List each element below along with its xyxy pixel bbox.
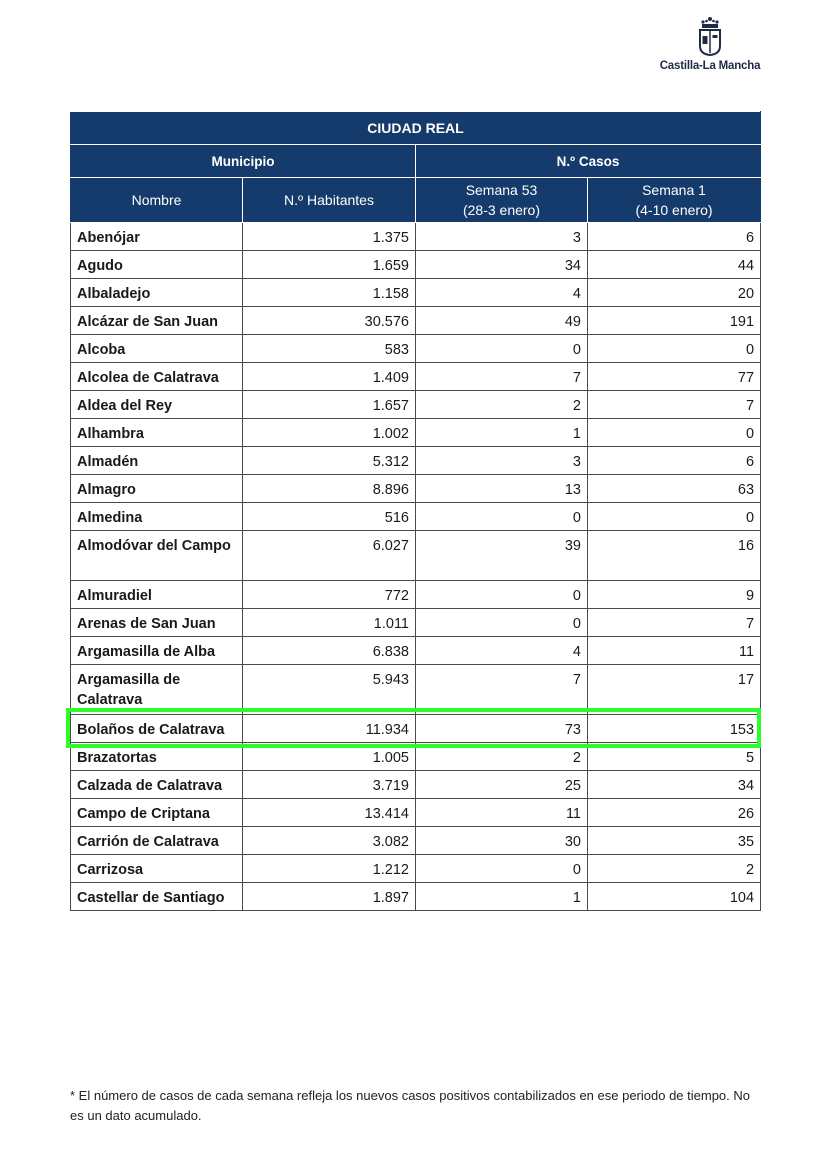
table-row — [71, 743, 761, 771]
semana-53-value: 3 — [416, 447, 588, 475]
municipio-name: Carrizosa — [71, 855, 243, 883]
table-body — [71, 223, 761, 911]
municipio-name: Aldea del Rey — [71, 391, 243, 419]
footnote: * El número de casos de cada semana refleja los nuevos casos positivos contabilizados en ese periodo de tiempo. No es un dato acumulado. — [70, 1088, 751, 1123]
municipio-name: Alcázar de San Juan — [71, 307, 243, 335]
municipio-name: Carrión de Calatrava — [71, 827, 243, 855]
table-row — [71, 307, 761, 335]
semana-53-value: 0 — [416, 581, 588, 609]
semana-1-value: 6 — [588, 447, 761, 475]
municipio-name: Almadén — [71, 447, 243, 475]
habitantes-value: 1.897 — [243, 883, 416, 911]
logo-label: Castilla-La Mancha — [659, 60, 761, 72]
semana-1-value: 34 — [588, 771, 761, 799]
habitantes-value: 1.375 — [243, 223, 416, 251]
table-row — [71, 771, 761, 799]
semana-1-value: 9 — [588, 581, 761, 609]
municipio-name: Brazatortas — [71, 743, 243, 771]
table-row — [71, 419, 761, 447]
column-header-nombre: Nombre — [71, 178, 243, 223]
semana-53-value: 1 — [416, 419, 588, 447]
municipio-name: Argamasilla de Calatrava — [71, 665, 243, 715]
habitantes-value: 3.719 — [243, 771, 416, 799]
semana-1-value: 0 — [588, 335, 761, 363]
semana-53-value: 0 — [416, 335, 588, 363]
municipio-name: Alhambra — [71, 419, 243, 447]
table-row — [71, 883, 761, 911]
table-row — [71, 665, 761, 715]
table-row — [71, 609, 761, 637]
semana-1-value: 0 — [588, 503, 761, 531]
column-header-semana-1: Semana 1 (4-10 enero) — [588, 178, 761, 223]
habitantes-value: 1.409 — [243, 363, 416, 391]
habitantes-value: 11.934 — [243, 715, 416, 743]
habitantes-value: 1.659 — [243, 251, 416, 279]
table-row — [71, 279, 761, 307]
semana-1-value: 6 — [588, 223, 761, 251]
municipio-name: Alcoba — [71, 335, 243, 363]
habitantes-value: 1.002 — [243, 419, 416, 447]
semana-53-value: 11 — [416, 799, 588, 827]
semana-1-value: 26 — [588, 799, 761, 827]
semana-53-value: 13 — [416, 475, 588, 503]
habitantes-value: 1.657 — [243, 391, 416, 419]
table-row — [71, 581, 761, 609]
table-row — [71, 447, 761, 475]
semana-53-value: 7 — [416, 665, 588, 715]
semana-1-value: 153 — [588, 715, 761, 743]
semana-53-value: 39 — [416, 531, 588, 581]
table-row — [71, 637, 761, 665]
habitantes-value: 5.943 — [243, 665, 416, 715]
semana-1-value: 2 — [588, 855, 761, 883]
semana-1-value: 104 — [588, 883, 761, 911]
habitantes-value: 5.312 — [243, 447, 416, 475]
habitantes-value: 30.576 — [243, 307, 416, 335]
semana-1-value: 44 — [588, 251, 761, 279]
table-row — [71, 475, 761, 503]
semana-1-value: 0 — [588, 419, 761, 447]
ciudad-real-cases-table — [70, 111, 761, 911]
habitantes-value: 516 — [243, 503, 416, 531]
municipio-name: Bolaños de Calatrava — [71, 715, 243, 743]
table-row — [71, 251, 761, 279]
semana-1-value: 5 — [588, 743, 761, 771]
habitantes-value: 772 — [243, 581, 416, 609]
table-row — [71, 531, 761, 581]
semana-53-value: 34 — [416, 251, 588, 279]
semana-53-value: 0 — [416, 609, 588, 637]
table-title: CIUDAD REAL — [71, 112, 761, 145]
semana-1-value: 63 — [588, 475, 761, 503]
table-row — [71, 223, 761, 251]
castilla-la-mancha-logo — [640, 16, 780, 72]
semana-53-value: 0 — [416, 855, 588, 883]
municipio-name: Almuradiel — [71, 581, 243, 609]
municipio-name: Alcolea de Calatrava — [71, 363, 243, 391]
semana-1-value: 7 — [588, 391, 761, 419]
municipio-name: Argamasilla de Alba — [71, 637, 243, 665]
municipio-name: Calzada de Calatrava — [71, 771, 243, 799]
semana-53-value: 2 — [416, 743, 588, 771]
municipio-name: Almodóvar del Campo — [71, 531, 243, 581]
table-row — [71, 799, 761, 827]
semana-53-value: 49 — [416, 307, 588, 335]
habitantes-value: 8.896 — [243, 475, 416, 503]
municipio-name: Albaladejo — [71, 279, 243, 307]
semana-53-value: 3 — [416, 223, 588, 251]
municipio-name: Almedina — [71, 503, 243, 531]
column-header-semana-53: Semana 53 (28-3 enero) — [416, 178, 588, 223]
group-header-municipio: Municipio — [71, 145, 416, 178]
semana-1-value: 77 — [588, 363, 761, 391]
municipio-name: Almagro — [71, 475, 243, 503]
coat-of-arms-icon — [696, 16, 724, 56]
table-row — [71, 335, 761, 363]
municipio-name: Castellar de Santiago — [71, 883, 243, 911]
habitantes-value: 3.082 — [243, 827, 416, 855]
group-header-casos: N.º Casos — [416, 145, 761, 178]
semana-53-value: 4 — [416, 279, 588, 307]
semana-1-value: 35 — [588, 827, 761, 855]
semana-1-value: 7 — [588, 609, 761, 637]
table-row-highlighted — [71, 715, 761, 743]
habitantes-value: 6.027 — [243, 531, 416, 581]
semana-53-value: 73 — [416, 715, 588, 743]
habitantes-value: 583 — [243, 335, 416, 363]
habitantes-value: 1.005 — [243, 743, 416, 771]
municipio-name: Campo de Criptana — [71, 799, 243, 827]
semana-53-value: 25 — [416, 771, 588, 799]
municipio-name: Abenójar — [71, 223, 243, 251]
habitantes-value: 1.011 — [243, 609, 416, 637]
semana-1-value: 17 — [588, 665, 761, 715]
habitantes-value: 1.158 — [243, 279, 416, 307]
habitantes-value: 6.838 — [243, 637, 416, 665]
semana-53-value: 30 — [416, 827, 588, 855]
municipio-name: Agudo — [71, 251, 243, 279]
semana-1-value: 11 — [588, 637, 761, 665]
semana-53-value: 2 — [416, 391, 588, 419]
habitantes-value: 13.414 — [243, 799, 416, 827]
municipio-name: Arenas de San Juan — [71, 609, 243, 637]
semana-1-value: 16 — [588, 531, 761, 581]
table-row — [71, 391, 761, 419]
habitantes-value: 1.212 — [243, 855, 416, 883]
table-row — [71, 827, 761, 855]
table-row — [71, 363, 761, 391]
semana-1-value: 20 — [588, 279, 761, 307]
semana-53-value: 7 — [416, 363, 588, 391]
table-row — [71, 503, 761, 531]
table-row — [71, 855, 761, 883]
semana-53-value: 4 — [416, 637, 588, 665]
semana-53-value: 0 — [416, 503, 588, 531]
semana-53-value: 1 — [416, 883, 588, 911]
semana-1-value: 191 — [588, 307, 761, 335]
column-header-habitantes: N.º Habitantes — [243, 178, 416, 223]
